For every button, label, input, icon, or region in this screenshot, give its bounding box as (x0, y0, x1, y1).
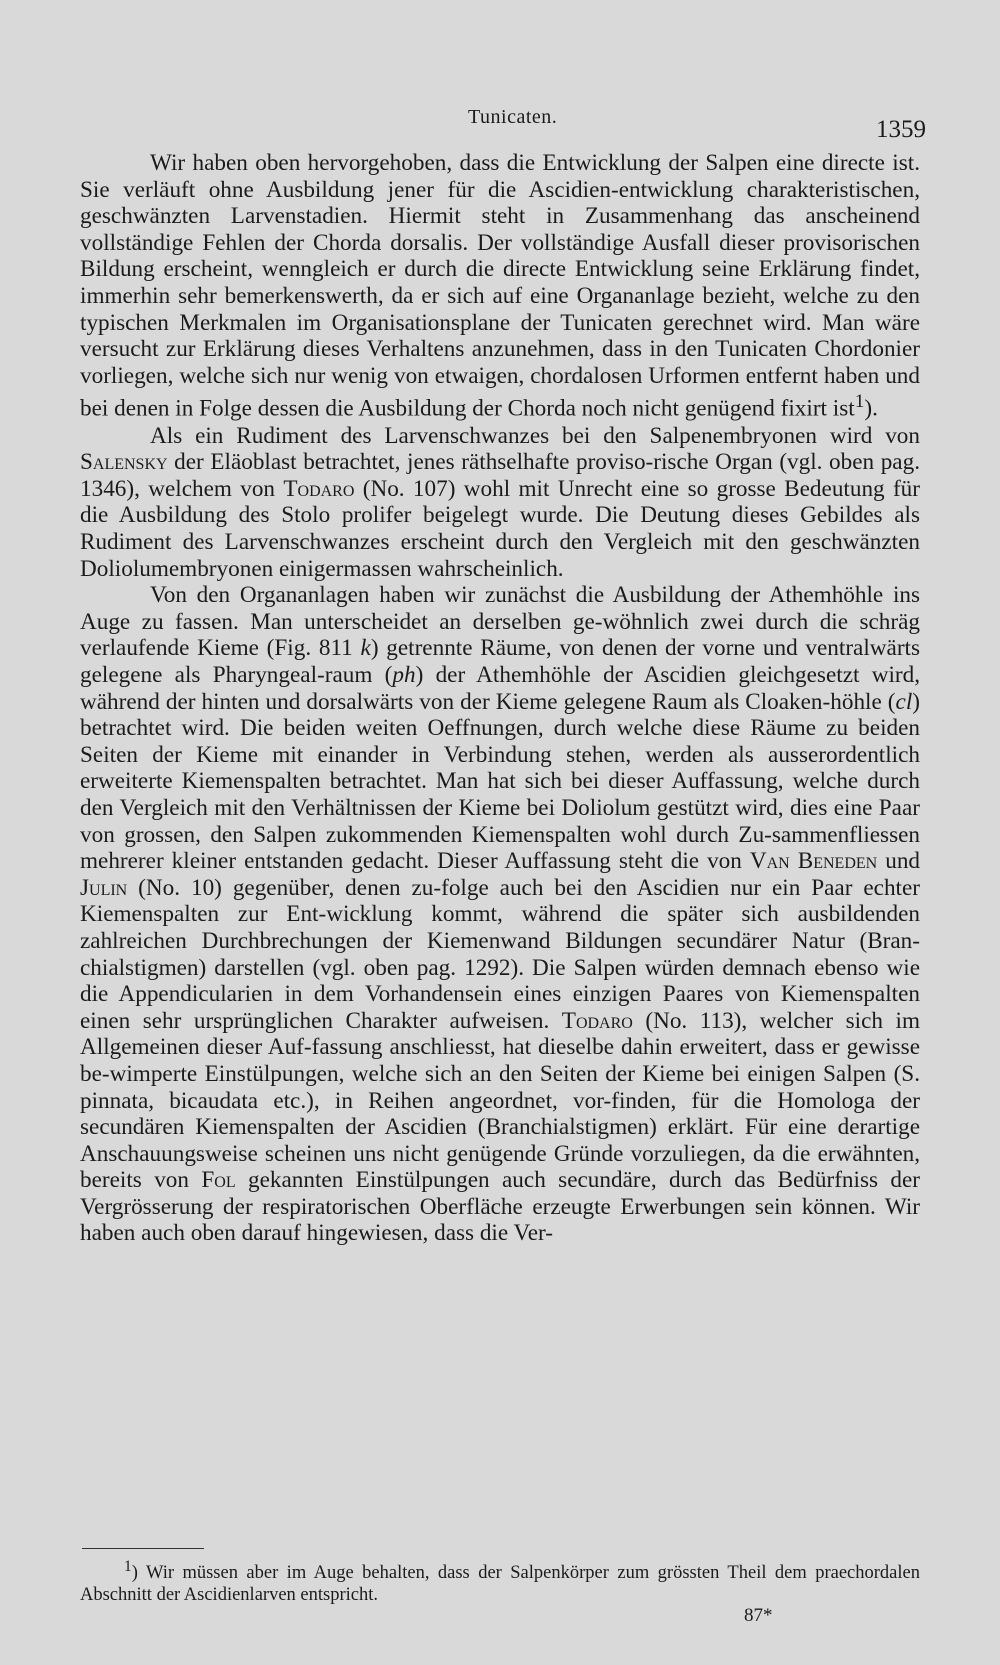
page-number: 1359 (876, 116, 926, 143)
footnote-paragraph (80, 1556, 920, 1606)
text-run: (No. 107) wohl mit Unrecht eine so grosse Bedeutung für die Ausbildung des Stolo prolifer beigelegt wurde. Die Deutung dieses Gebildes als Rudiment des Larvenschwanzes erscheint durch den Vergleich mit den geschwänzten Doliolumembryonen einigermassen wahrscheinlich. (80, 475, 920, 582)
running-title: Tunicaten. (468, 106, 558, 128)
author-name: Salensky (80, 449, 168, 476)
author-name: Fol (201, 1167, 236, 1194)
text-run: der Eläoblast betrachtet, jenes räthselhafte proviso-rische Organ (vgl. oben pag. 1346), welchem von (80, 449, 920, 502)
author-name: Julin (80, 874, 128, 901)
author-name: Todaro (561, 1007, 633, 1034)
footnote (80, 1556, 920, 1606)
text-run: Von den Organanlagen haben wir zunächst die Ausbildung der Athemhöhle ins Auge zu fassen. Man unterscheidet an derselben ge-wöhnlich zwei durch die schräg verlaufende Kieme (Fig. 811 (80, 582, 920, 662)
text-run: (No. 10) gegenüber, denen zu-folge auch bei den Ascidien nur ein Paar echter Kiemenspalten zur Ent-wicklung kommt, während die später sich ausbildenden zahlreichen Durchbrechungen der Kiemenwand Bildungen secundärer Natur (Bran-chialstigmen) darstellen (vgl. oben pag. 1292). Die Salpen würden demnach ebenso wie die Appendicularien in dem Vorhandensein eines einzigen Paares von Kiemenspalten einen sehr ursprünglichen Charakter aufweisen. (80, 874, 920, 1034)
body-text (80, 150, 920, 1247)
paragraph-3 (80, 582, 920, 1247)
text-run: gekannten Einstülpungen auch secundäre, durch das Bedürfniss der Vergrösserung der respiratorischen Oberfläche erzeugte Erwerbungen sein können. Wir haben auch oben darauf hingewiesen, dass die Ver- (80, 1167, 921, 1247)
text-run: ). (864, 396, 878, 423)
author-name: Todaro (283, 475, 355, 502)
author-name: Van Beneden (749, 848, 878, 875)
paragraph-2 (80, 423, 920, 583)
footnote-marker: 1 (124, 1558, 132, 1575)
paragraph-1 (80, 150, 920, 423)
footnote-text: ) Wir müssen aber im Auge behalten, dass der Salpenkörper zum grössten Theil dem praechordalen Abschnitt der Ascidienlarven entspricht. (80, 1563, 920, 1606)
sheet-signature: 87* (744, 1605, 773, 1626)
footnote-divider (82, 1548, 204, 1549)
figure-label: ph (392, 662, 416, 689)
text-run: ) getrennte Räume, von denen der vorne und ventralwärts gelegene als Pharyngeal-raum ( (80, 635, 921, 689)
text-run: Wir haben oben hervorgehoben, dass die Entwicklung der Salpen eine directe ist. Sie verläuft ohne Ausbildung jener für die Ascidien-entwicklung charakteristischen, geschwänzten Larvenstadien. Hiermit steht in Zusammenhang das anscheinend vollständige Fehlen der Chorda dorsalis. Der vollständige Ausfall dieser provisorischen Bildung erscheint, wenngleich er durch die directe Entwicklung seine Erklärung findet, immerhin sehr bemerkenswerth, da er sich auf eine Organanlage bezieht, welche zu den typischen Merkmalen im Organisationsplane der Tunicaten gerechnet wird. Man wäre versucht zur Erklärung dieses Verhaltens anzunehmen, dass in den Tunicaten Chordonier vorliegen, welche sich nur wenig von etwaigen, chordalosen Urformen entfernt haben und bei denen in Folge dessen die Ausbildung der Chorda noch nicht genügend fixirt ist (80, 150, 920, 423)
figure-label: cl (895, 688, 913, 715)
text-run: ) der Athemhöhle der Ascidien gleichgesetzt wird, während der hinten und dorsalwärts von der Kieme gelegene Raum als Cloaken-höhle ( (80, 662, 921, 715)
text-run: (No. 113), welcher sich im Allgemeinen dieser Auf-fassung anschliesst, hat dieselbe dahin erweitert, dass er gewisse be-wimperte Einstülpungen, welche sich an den Seiten der Kieme bei einigen Salpen (S. pinnata, bicaudata etc.), in Reihen angeordnet, vor-finden, für die Homologa der secundären Kiemenspalten der Ascidien (Branchialstigmen) erklärt. Für eine derartige Anschauungsweise scheinen uns nicht genügende Gründe vorzuliegen, da die erwähnten, bereits von (80, 1007, 920, 1194)
figure-label: k (360, 635, 371, 662)
footnote-reference: 1 (854, 391, 865, 413)
page-header (0, 100, 1000, 143)
text-run: und (877, 848, 920, 875)
text-run: ) betrachtet wird. Die beiden weiten Oeffnungen, durch welche diese Räume zu beiden Seiten der Kieme mit einander in Verbindung stehen, werden als ausserordentlich erweiterte Kiemenspalten betrachtet. Man hat sich bei dieser Auffassung, welche durch den Vergleich mit den Verhältnissen der Kieme bei Doliolum gestützt wird, dies eine Paar von grossen, den Salpen zukommenden Kiemenspalten wohl durch Zu-sammenfliessen mehrerer kleiner entstanden gedacht. Dieser Auffassung steht die von (80, 688, 920, 875)
text-run: Als ein Rudiment des Larvenschwanzes bei den Salpenembryonen wird von (150, 422, 920, 449)
